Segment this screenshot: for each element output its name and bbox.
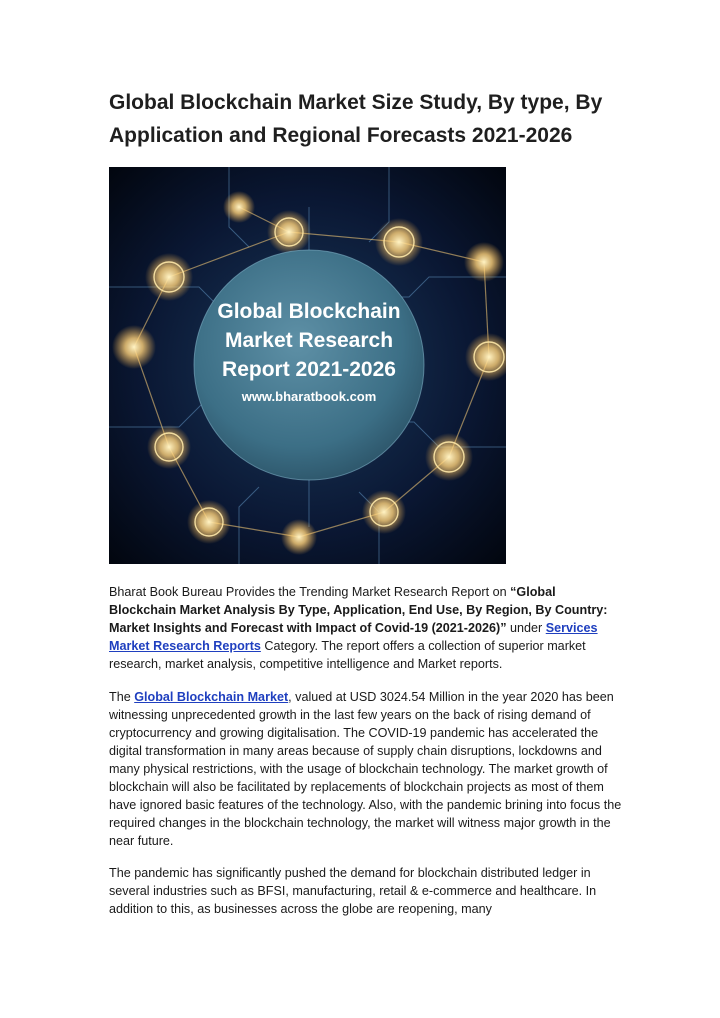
the-text: The [109,690,135,704]
category-link[interactable]: Services Market Research Reports [109,621,598,653]
paragraph-market-overview [109,688,624,850]
hero-title-line2: Market Research [224,329,394,352]
intro-text: Bharat Book Bureau Provides the Trending Market Research Report on [109,585,511,599]
hero-title-line1: Global Blockchain [217,300,401,323]
paragraph-intro [109,583,624,673]
overview-text: , valued at USD 3024.54 Million in the year 2020 has been witnessing unprecedented growth in the last few years on the back of rising demand of cryptocurrency and growing digitalisation. The COVID-19 pandemic has accelerated the digital transformation in many areas because of supply chain disruptions, lockdowns and many physical restrictions, with the usage of blockchain technology. The market growth of blockchain will also be facilitated by replacements of blockchain projects as most of them have ignored basic features of the technology. Also, with the pandemic brining into focus the required changes in the blockchain technology, the market will witness major growth in the near future. [109,690,622,848]
hero-image [109,167,506,564]
intro-rest: Category. The report offers a collection of superior market research, market analysis, competitive intelligence and Market reports. [109,639,586,671]
market-link[interactable]: Global Blockchain Market [134,690,289,704]
hero-website: www.bharatbook.com [241,389,377,404]
paragraph-pandemic: The pandemic has significantly pushed the demand for blockchain distributed ledger in several industries such as BFSI, manufacturing, retail & e-commerce and healthcare. In addition to this, as businesses across the globe are reopening, many [109,866,597,916]
report-title: “Global Blockchain Market Analysis By Type, Application, End Use, By Region, By Country: Market Insights and Forecast with Impact of Covid-19 (2021-2026)” [109,585,608,635]
hero-title-line3: Report 2021-2026 [222,358,396,381]
document-title: Global Blockchain Market Size Study, By type, By Application and Regional Forecasts 2021-2026 [109,91,603,147]
under-text: under [506,621,546,635]
blockchain-network-illustration [109,167,506,564]
